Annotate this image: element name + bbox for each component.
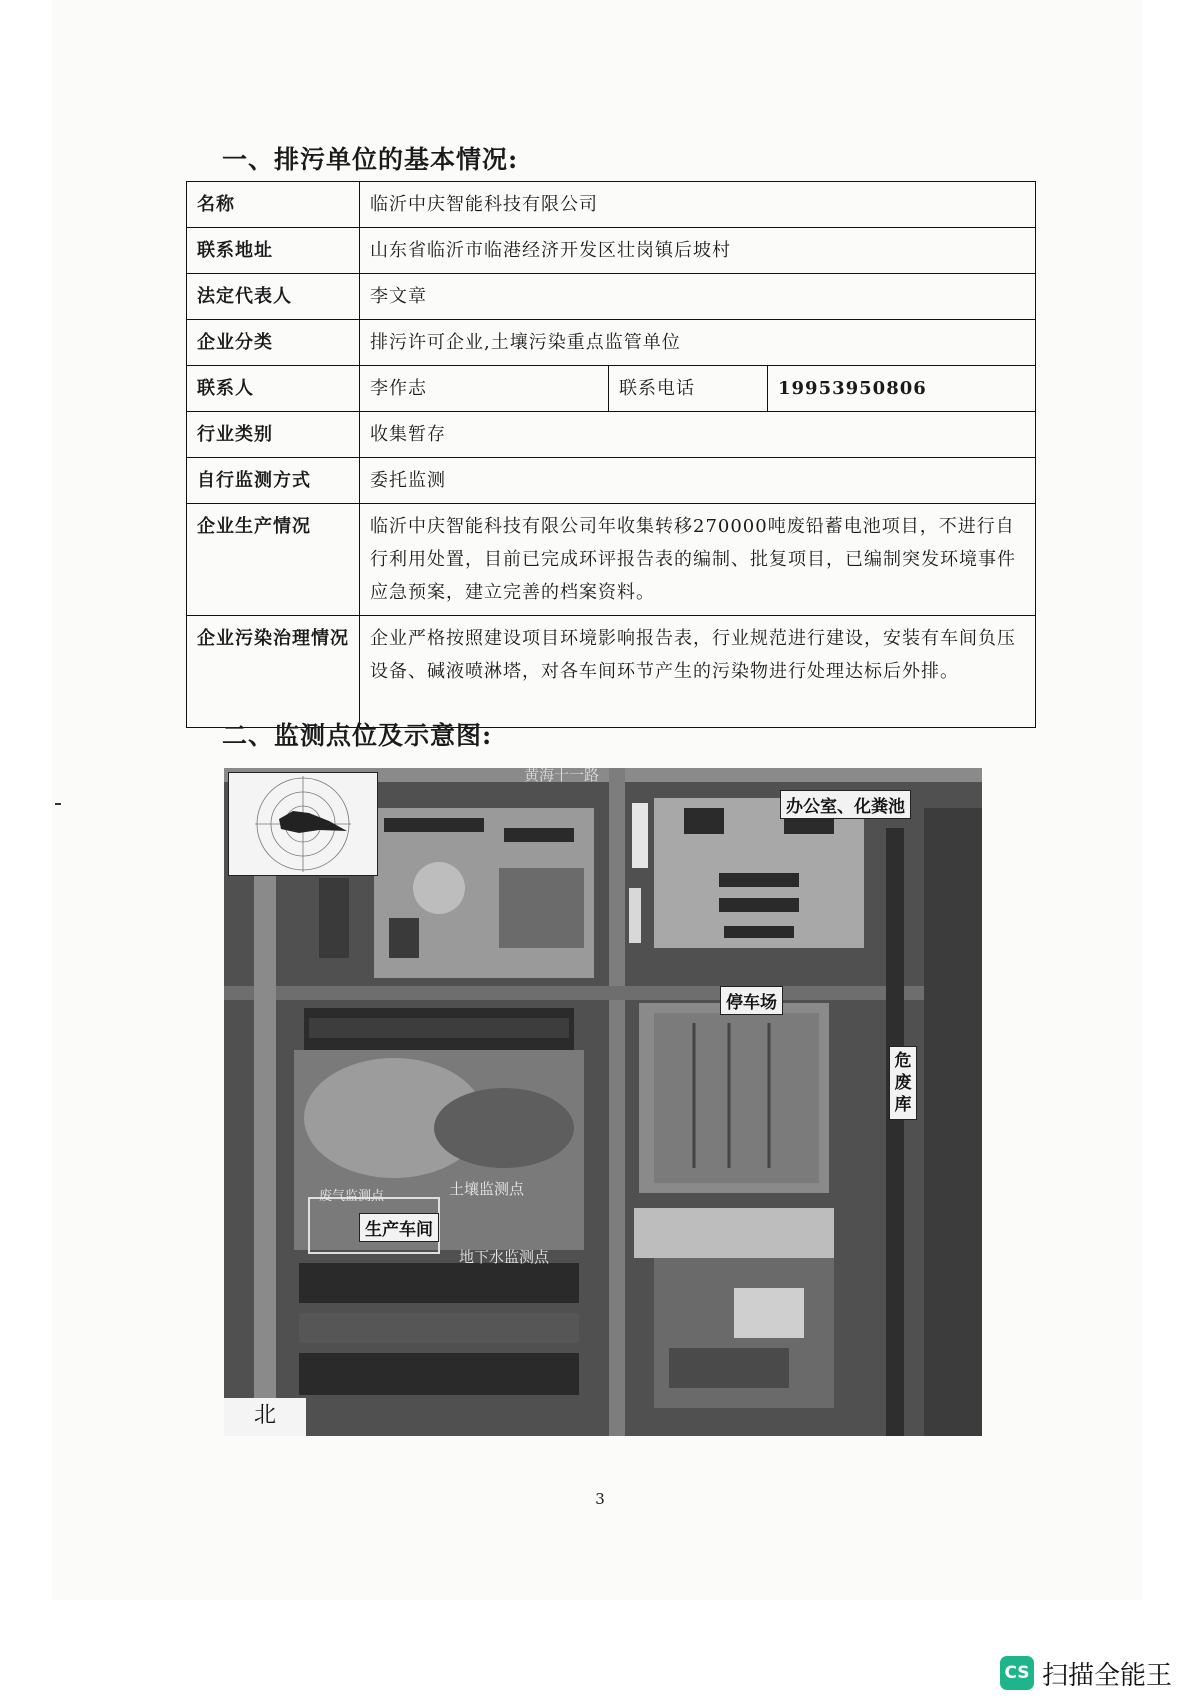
table-row bbox=[187, 458, 1036, 504]
table-row bbox=[187, 504, 1036, 616]
parking-label: 停车场 bbox=[720, 986, 783, 1015]
gas-monitoring-point: 废气监测点 bbox=[319, 1188, 385, 1203]
row-label: 企业生产情况 bbox=[187, 504, 360, 616]
road-label: 黄海十一路 bbox=[524, 768, 600, 784]
table-row bbox=[187, 366, 1036, 412]
office-label: 办公室、化粪池 bbox=[780, 790, 911, 819]
contact-person: 李作志 bbox=[360, 366, 609, 412]
row-label: 自行监测方式 bbox=[187, 458, 360, 504]
row-value: 山东省临沂市临港经济开发区壮岗镇后坡村 bbox=[360, 228, 1036, 274]
row-value: 排污许可企业,土壤污染重点监管单位 bbox=[360, 320, 1036, 366]
row-label: 名称 bbox=[187, 182, 360, 228]
scanner-watermark bbox=[1000, 1656, 1172, 1690]
table-row bbox=[187, 412, 1036, 458]
row-value: 委托监测 bbox=[360, 458, 1036, 504]
phone-number: 19953950806 bbox=[768, 366, 1036, 412]
row-label: 企业分类 bbox=[187, 320, 360, 366]
row-value: 收集暂存 bbox=[360, 412, 1036, 458]
workshop-label: 生产车间 bbox=[359, 1213, 439, 1242]
table-row bbox=[187, 274, 1036, 320]
page-number: 3 bbox=[595, 1490, 605, 1508]
scan-mark bbox=[55, 803, 61, 805]
row-label: 联系地址 bbox=[187, 228, 360, 274]
row-label: 行业类别 bbox=[187, 412, 360, 458]
wind-rose-icon bbox=[229, 773, 377, 875]
table-row bbox=[187, 228, 1036, 274]
row-value: 临沂中庆智能科技有限公司 bbox=[360, 182, 1036, 228]
row-value: 企业严格按照建设项目环境影响报告表，行业规范进行建设，安装有车间负压设备、碱液喷淋塔，对各车间环节产生的污染物进行处理达标后外排。 bbox=[360, 616, 1036, 728]
wind-rose bbox=[228, 772, 378, 876]
groundwater-monitoring-point: 地下水监测点 bbox=[459, 1250, 550, 1266]
row-value: 临沂中庆智能科技有限公司年收集转移270000吨废铅蓄电池项目，不进行自行利用处置，目前已完成环评报告表的编制、批复项目，已编制突发环境事件应急预案，建立完善的档案资料。 bbox=[360, 504, 1036, 616]
table-row bbox=[187, 320, 1036, 366]
monitoring-site-map bbox=[224, 768, 982, 1436]
row-value: 李文章 bbox=[360, 274, 1036, 320]
table-row bbox=[187, 616, 1036, 728]
phone-label: 联系电话 bbox=[609, 366, 768, 412]
north-indicator: 北 bbox=[224, 1398, 306, 1436]
hazard-waste-label: 危废库 bbox=[889, 1046, 917, 1120]
section2-heading: 二、监测点位及示意图: bbox=[222, 721, 493, 750]
basic-info-table bbox=[186, 181, 1036, 728]
row-label: 法定代表人 bbox=[187, 274, 360, 320]
section1-heading: 一、排污单位的基本情况: bbox=[222, 145, 519, 174]
row-label: 联系人 bbox=[187, 366, 360, 412]
camscanner-logo-icon: CS bbox=[1000, 1656, 1034, 1690]
soil-monitoring-point: 土壤监测点 bbox=[449, 1182, 525, 1198]
table-row bbox=[187, 182, 1036, 228]
scanner-app-name: 扫描全能王 bbox=[1042, 1660, 1173, 1691]
row-label: 企业污染治理情况 bbox=[187, 616, 360, 728]
